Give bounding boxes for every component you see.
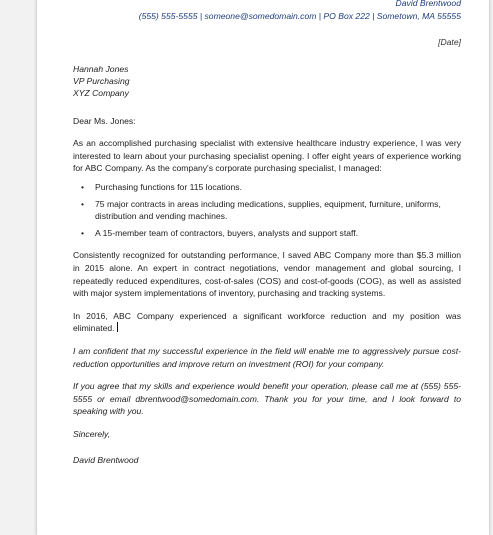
document-page[interactable] (36, 0, 490, 535)
letter-body[interactable] (73, 0, 461, 467)
recipient-company: XYZ Company (73, 87, 129, 98)
letter-date: [Date] (438, 37, 461, 47)
reduction-paragraph: In 2016, ABC Company experienced a significant workforce reduction and my position was eliminated. (73, 310, 461, 334)
signature-name: David Brentwood (73, 455, 139, 466)
recipient-title: VP Purchasing (73, 75, 130, 86)
list-item: • Purchasing functions for 115 locations. (81, 181, 242, 192)
accomplishment-list (73, 181, 461, 239)
bullet-icon: • (81, 181, 85, 192)
contact-request-paragraph: If you agree that my skills and experience would benefit your operation, please call me at (555) 555-5555 or email dbrentwood@somedomain.com. Thank you for your time, and I look forward to speaking with you. (73, 381, 461, 417)
bullet-icon: • (81, 198, 85, 209)
intro-paragraph: As an accomplished purchasing specialist with extensive healthcare industry experience, I was very interested to learn about your purchasing specialist opening. I offer eight years of experience working for ABC Company. As the company's corporate purchasing specialist, I managed: (73, 138, 461, 174)
achievements-paragraph: Consistently recognized for outstanding performance, I saved ABC Company more than $5.3 million in 2015 alone. An expert in contract negotiations, vendor management and global sourcing, I repeatedly reduced expenditures, cost-of-sales (COS) and cost-of-goods (COG), as well as assisted with major system implementations of inventory, purchasing and tracking systems. (73, 250, 461, 299)
list-item: • A 15-member team of contractors, buyers, analysts and support staff. (81, 227, 359, 238)
recipient-block (73, 63, 461, 99)
recipient-name: Hannah Jones (73, 63, 129, 74)
sender-name: David Brentwood (395, 0, 461, 8)
sender-contact: (555) 555-5555 | someone@somedomain.com | PO Box 222 | Sometown, MA 55555 (138, 11, 461, 21)
text-cursor (117, 322, 118, 332)
bullet-icon: • (81, 227, 85, 238)
letterhead (73, 0, 461, 22)
confidence-paragraph: I am confident that my successful experience in the field will enable me to aggressively pursue cost-reduction opportunities and improve return on investment (ROI) for your company. (73, 345, 461, 369)
closing: Sincerely, (73, 428, 111, 439)
list-item: • 75 major contracts in areas including medications, supplies, equipment, furniture, uniforms, distribution and vending machines. (81, 198, 441, 222)
salutation: Dear Ms. Jones: (73, 115, 136, 126)
